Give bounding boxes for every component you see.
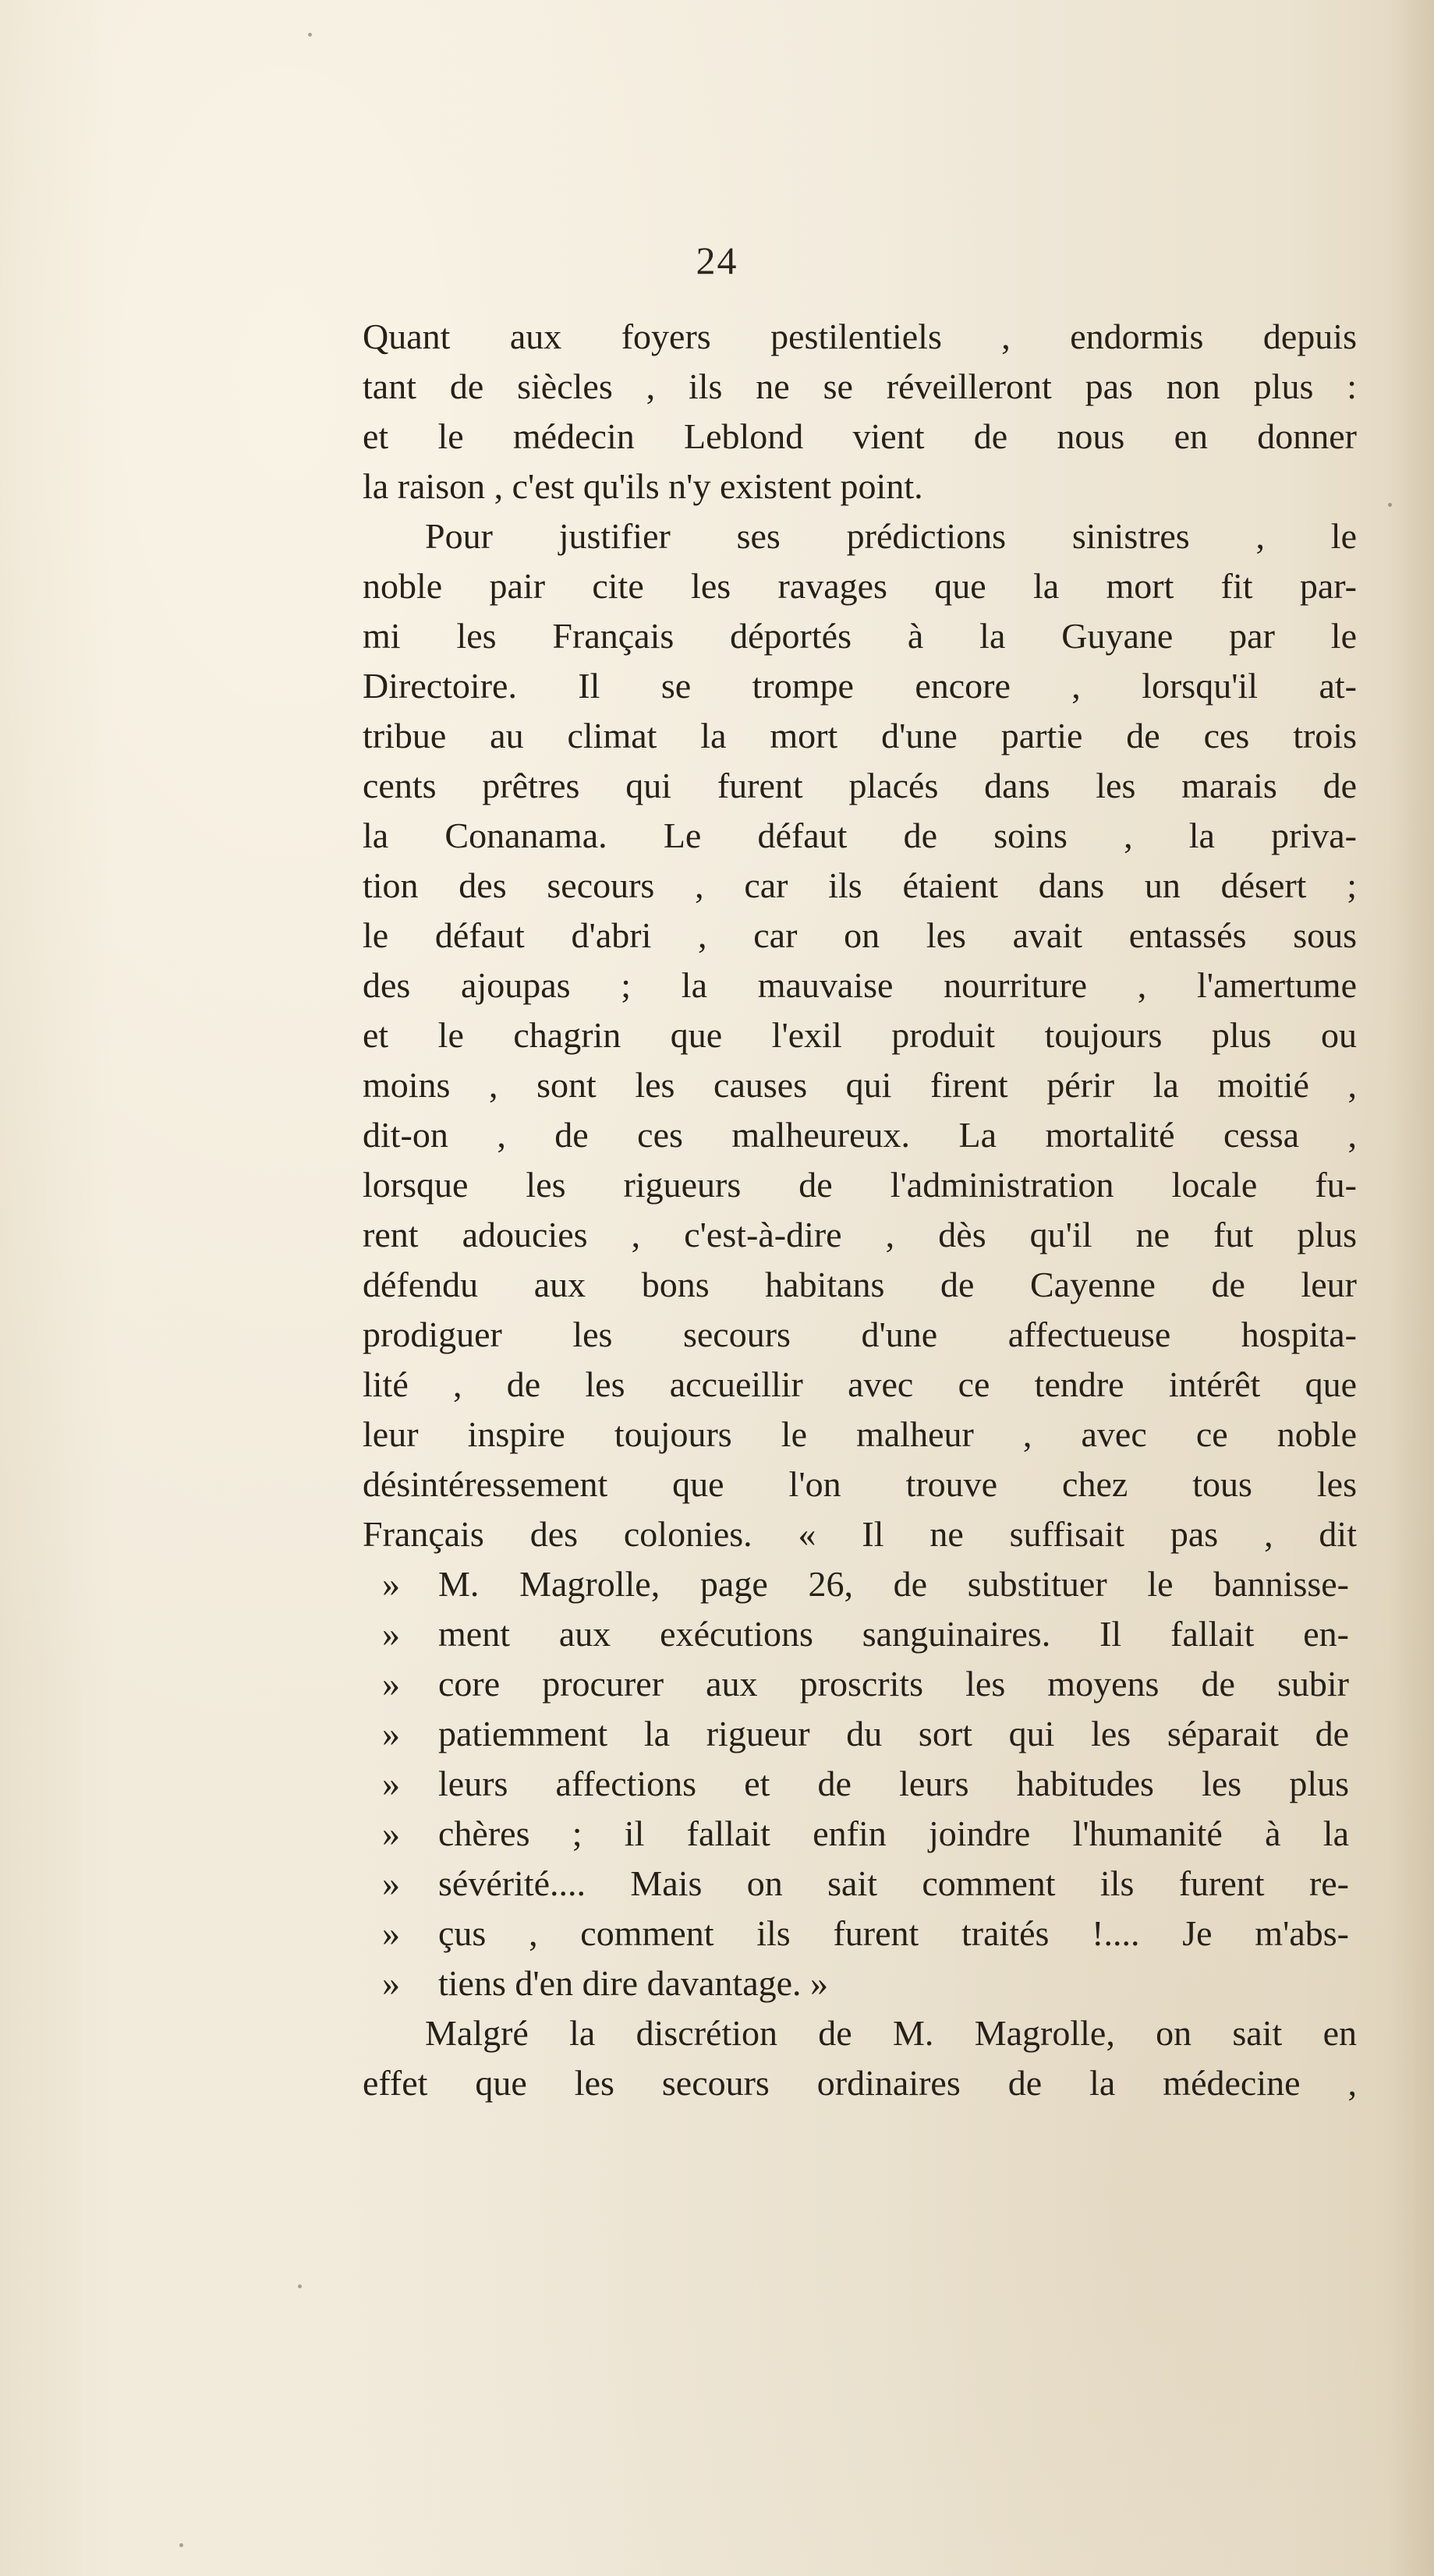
text-line: rent adoucies , c'est-à-dire , dès qu'il ne fut plus	[363, 1215, 1357, 1254]
text-line: lité , de les accueillir avec ce tendre intérêt que	[363, 1364, 1357, 1404]
page-edge-shadow	[1387, 0, 1434, 2576]
quote-line	[363, 1959, 1357, 2008]
quote-text: M. Magrolle, page 26, de substituer le bannisse-	[438, 1564, 1349, 1604]
paper-speck	[298, 2284, 302, 2288]
text-line: des ajoupas ; la mauvaise nourriture , l'amertume	[363, 965, 1357, 1005]
text-line: Directoire. Il se trompe encore , lorsqu'il at-	[363, 666, 1357, 706]
text-line: prodiguer les secours d'une affectueuse hospita-	[363, 1315, 1357, 1354]
paper-speck	[179, 2543, 183, 2547]
quote-mark: »	[382, 1564, 400, 1604]
quote-line	[363, 1859, 1357, 1909]
quote-text: ment aux exécutions sanguinaires. Il fallait en-	[438, 1614, 1349, 1654]
text-line: Pour justifier ses prédictions sinistres , le	[425, 516, 1357, 556]
text-line: dit-on , de ces malheureux. La mortalité cessa ,	[363, 1115, 1357, 1155]
text-line: désintéressement que l'on trouve chez tous les	[363, 1464, 1357, 1504]
text-line: moins , sont les causes qui firent périr la moitié ,	[363, 1065, 1357, 1105]
text-line: la Conanama. Le défaut de soins , la priva-	[363, 816, 1357, 855]
quote-text: core procurer aux proscrits les moyens de subir	[438, 1664, 1349, 1704]
text-line: défendu aux bons habitans de Cayenne de leur	[363, 1265, 1357, 1304]
body-text	[363, 312, 1357, 2108]
text-line: Malgré la discrétion de M. Magrolle, on sait en	[425, 2013, 1357, 2053]
text-line: mi les Français déportés à la Guyane par le	[363, 616, 1357, 656]
text-line: tion des secours , car ils étaient dans un désert ;	[363, 865, 1357, 905]
text-line: et le chagrin que l'exil produit toujours plus ou	[363, 1015, 1357, 1055]
quote-line	[363, 1609, 1357, 1659]
quote-mark: »	[382, 1714, 400, 1753]
quote-line	[363, 1909, 1357, 1959]
quote-text: patiemment la rigueur du sort qui les séparait de	[438, 1714, 1349, 1753]
page-number: 24	[696, 239, 738, 282]
quote-line	[363, 1559, 1357, 1609]
text-line: effet que les secours ordinaires de la médecine ,	[363, 2063, 1357, 2103]
quote-text: tiens d'en dire davantage. »	[438, 1963, 829, 2003]
quote-line	[363, 1759, 1357, 1809]
text-line: tribue au climat la mort d'une partie de ces trois	[363, 716, 1357, 755]
paper-speck	[308, 33, 312, 37]
quote-line	[363, 1809, 1357, 1859]
quote-mark: »	[382, 1813, 400, 1853]
quote-line	[363, 1659, 1357, 1709]
text-line: tant de siècles , ils ne se réveilleront pas non plus :	[363, 366, 1357, 406]
text-line: lorsque les rigueurs de l'administration locale fu-	[363, 1165, 1357, 1205]
paper-speck	[1388, 503, 1392, 507]
text-line: Français des colonies. « Il ne suffisait pas , dit	[363, 1514, 1357, 1554]
quote-mark: »	[382, 1764, 400, 1803]
text-line: la raison , c'est qu'ils n'y existent point.	[363, 466, 923, 506]
quote-mark: »	[382, 1614, 400, 1654]
quote-text: çus , comment ils furent traités !.... Je m'abs-	[438, 1913, 1349, 1953]
quote-text: leurs affections et de leurs habitudes les plus	[438, 1764, 1349, 1803]
quote-mark: »	[382, 1963, 400, 2003]
text-line: Quant aux foyers pestilentiels , endormis depuis	[363, 317, 1357, 356]
quote-line	[363, 1709, 1357, 1759]
text-line: noble pair cite les ravages que la mort fit par-	[363, 566, 1357, 606]
quote-text: chères ; il fallait enfin joindre l'humanité à la	[438, 1813, 1349, 1853]
quote-text: sévérité.... Mais on sait comment ils furent re-	[438, 1863, 1349, 1903]
quote-mark: »	[382, 1913, 400, 1953]
text-line: cents prêtres qui furent placés dans les marais de	[363, 766, 1357, 805]
quote-mark: »	[382, 1664, 400, 1704]
text-line: le défaut d'abri , car on les avait entassés sous	[363, 915, 1357, 955]
text-line: leur inspire toujours le malheur , avec ce noble	[363, 1414, 1357, 1454]
quote-mark: »	[382, 1863, 400, 1903]
text-line: et le médecin Leblond vient de nous en donner	[363, 416, 1357, 456]
